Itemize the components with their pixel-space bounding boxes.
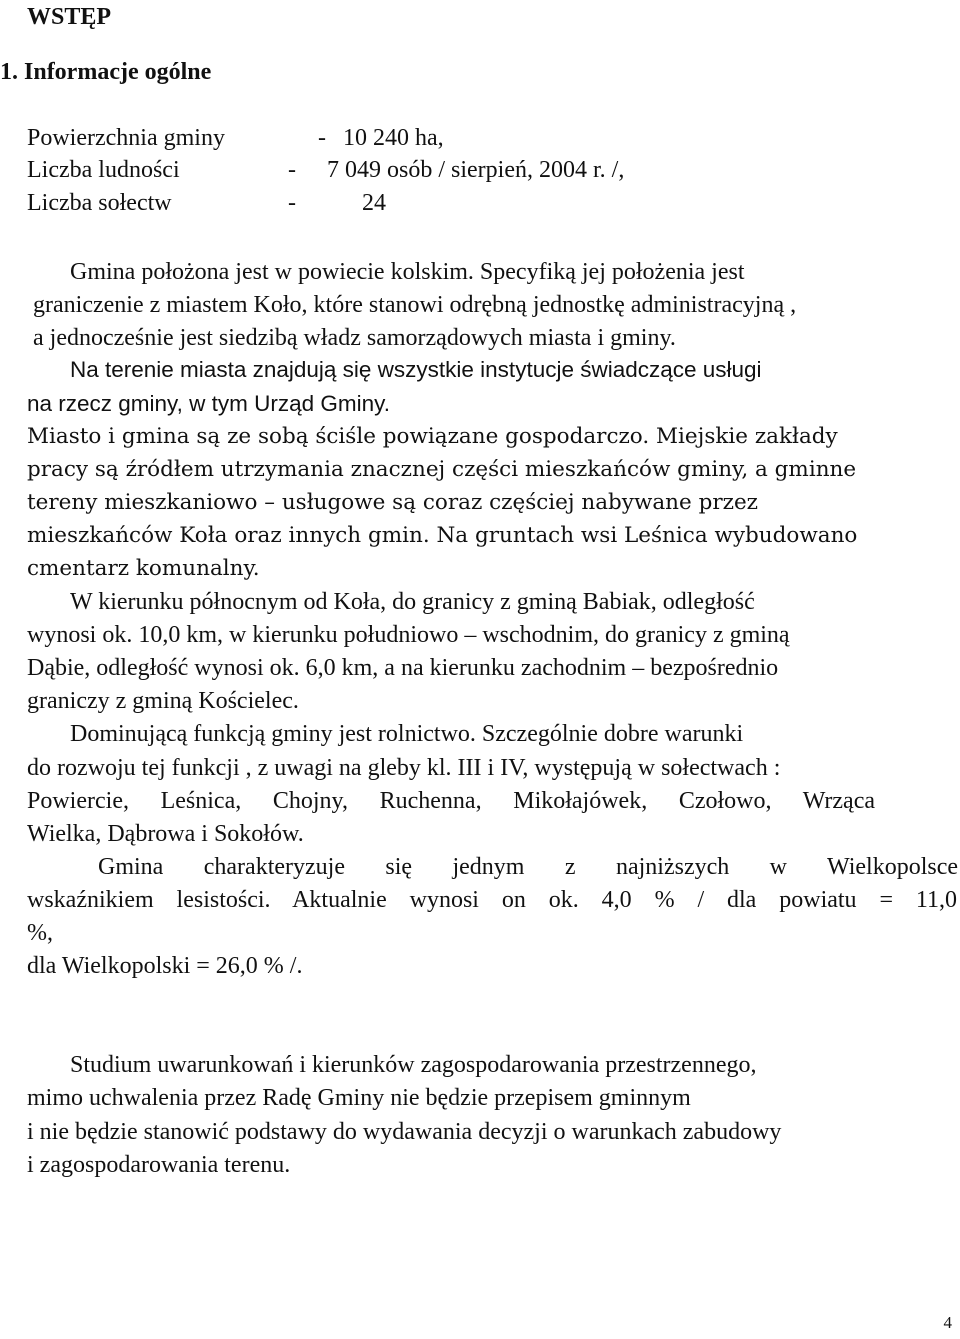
- text-line: Na terenie miasta znajdują się wszystkie instytucje świadczące usługi: [70, 357, 762, 382]
- text-line: dla Wielkopolski = 26,0 % /.: [27, 953, 303, 979]
- text-line: Dominującą funkcją gminy jest rolnictwo. Szczególnie dobre warunki: [70, 721, 744, 747]
- text-line: %,: [27, 920, 53, 946]
- text-line: mimo uchwalenia przez Radę Gminy nie będzie przepisem gminnym: [27, 1085, 691, 1111]
- text-line: Powiercie, Leśnica, Chojny, Ruchenna, Mikołajówek, Czołowo, Wrząca: [27, 788, 875, 814]
- text-line: graniczenie z miastem Koło, które stanowi odrębną jednostkę administracyjną ,: [33, 292, 797, 318]
- text-line: i zagospodarowania terenu.: [27, 1152, 291, 1178]
- fact-label: Powierzchnia gminy: [27, 125, 225, 151]
- text-line: Wielka, Dąbrowa i Sokołów.: [27, 821, 304, 847]
- fact-dash: -: [318, 125, 326, 151]
- section-title: 1. Informacje ogólne: [0, 59, 212, 85]
- text-line: Studium uwarunkowań i kierunków zagospodarowania przestrzennego,: [70, 1052, 757, 1078]
- text-line: Dąbie, odległość wynosi ok. 6,0 km, a na kierunku zachodnim – bezpośrednio: [27, 655, 779, 681]
- text-line: graniczy z gminą Kościelec.: [27, 688, 299, 714]
- text-line: W kierunku północnym od Koła, do granicy z gminą Babiak, odległość: [70, 589, 755, 615]
- fact-value: 10 240 ha,: [343, 125, 444, 151]
- text-line: wskaźnikiem lesistości. Aktualnie wynosi on ok. 4,0 % / dla powiatu = 11,0: [27, 887, 957, 913]
- text-line: Gmina charakteryzuje się jednym z najniższych w Wielkopolsce: [98, 854, 958, 880]
- text-line: cmentarz komunalny.: [27, 556, 260, 581]
- fact-label: Liczba ludności: [27, 157, 180, 183]
- fact-dash: -: [288, 157, 296, 183]
- page-heading: WSTĘP: [27, 4, 112, 30]
- fact-label: Liczba sołectw: [27, 190, 172, 216]
- text-line: na rzecz gminy, w tym Urząd Gminy.: [27, 391, 390, 416]
- text-line: Gmina położona jest w powiecie kolskim. Specyfiką jej położenia jest: [70, 259, 745, 285]
- text-line: Miasto i gmina są ze sobą ściśle powiązane gospodarczo. Miejskie zakłady: [27, 424, 838, 449]
- text-line: pracy są źródłem utrzymania znacznej części mieszkańców gminy, a gminne: [27, 457, 857, 482]
- fact-dash: -: [288, 190, 296, 216]
- text-line: mieszkańców Koła oraz innych gmin. Na gruntach wsi Leśnica wybudowano: [27, 523, 858, 548]
- page-number: 4: [943, 1313, 952, 1332]
- text-line: wynosi ok. 10,0 km, w kierunku południowo – wschodnim, do granicy z gminą: [27, 622, 790, 648]
- text-line: i nie będzie stanowić podstawy do wydawania decyzji o warunkach zabudowy: [27, 1119, 782, 1145]
- fact-value: 24: [362, 190, 386, 216]
- text-line: do rozwoju tej funkcji , z uwagi na gleby kl. III i IV, występują w sołectwach :: [27, 755, 781, 781]
- fact-value: 7 049 osób / sierpień, 2004 r. /,: [327, 157, 625, 183]
- text-line: tereny mieszkaniowo – usługowe są coraz częściej nabywane przez: [27, 490, 758, 515]
- text-line: a jednocześnie jest siedzibą władz samorządowych miasta i gminy.: [33, 325, 676, 351]
